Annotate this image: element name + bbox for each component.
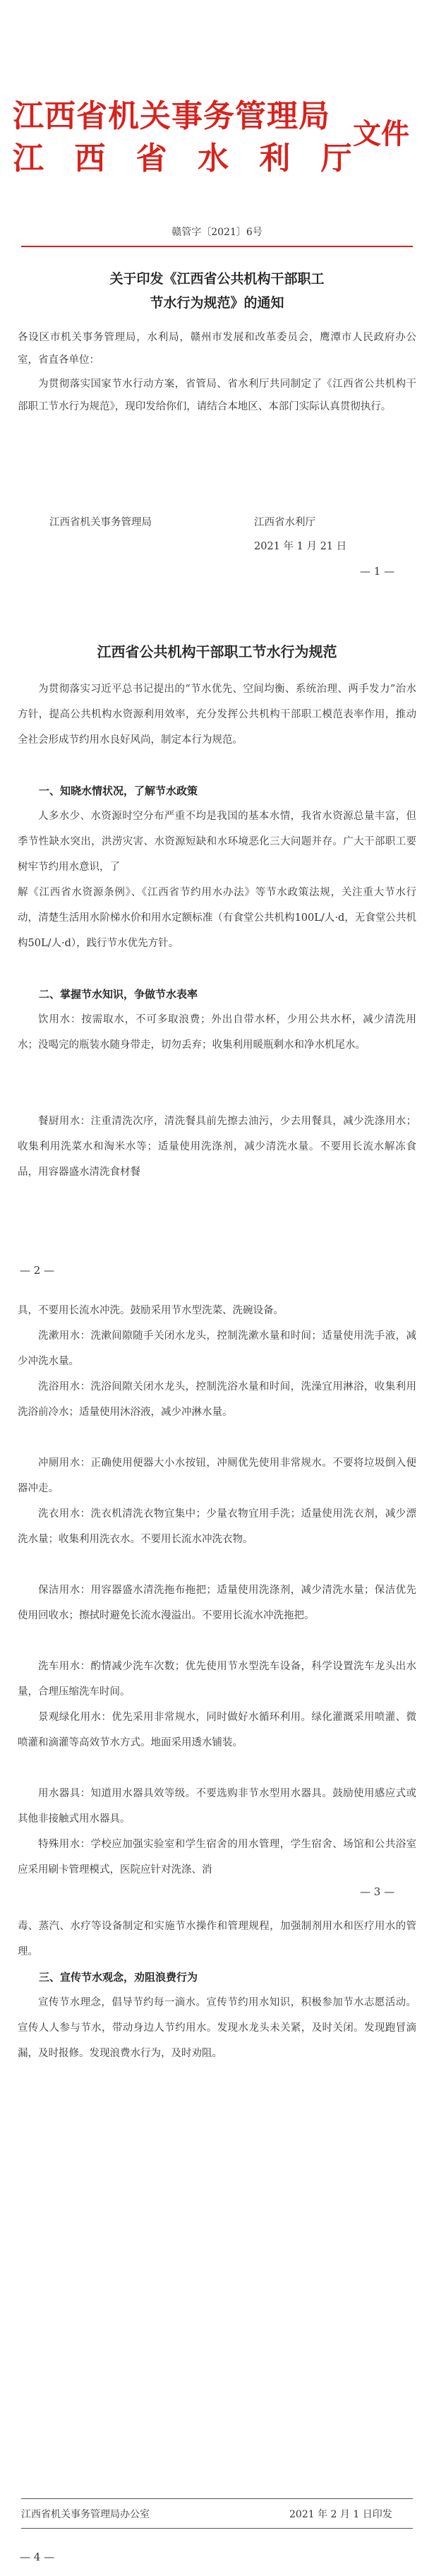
wash-water-para: 洗漱用水：洗漱间隙随手关闭水龙头，控制洗漱水量和时间；适量使用洗手液，减少冲洗水量。: [18, 1330, 416, 1367]
footer-divider-bottom: [21, 2528, 413, 2529]
sign-date: 2021 年 1 月 21 日: [254, 541, 347, 552]
header-org-line1: 江西省机关事务管理局: [13, 98, 330, 134]
page-number-2: — 2 —: [20, 1264, 55, 1277]
page-number-4: — 4 —: [20, 2551, 55, 2563]
notice-addressee: 各设区市机关事务管理局，水利局，赣州市发展和改革委员会，鹰潭市人民政府办公室，省直各单位：: [18, 332, 416, 366]
special-water-para-a: 特殊用水：学校应加强实验室和学生宿舍的用水管理，学生宿舍、场馆和公共浴室应采用刷卡管理模式，医院应针对洗涤、消: [18, 1839, 416, 1876]
spec-intro: 为贯彻落实习近平总书记提出的“节水优先、空间均衡、系统治理、两手发力”治水方针，提高公共机构水资源利用效率，充分发挥公共机构干部职工模范表率作用，推动全社会形成节约用水良好风尚，制定本行为规范。: [18, 684, 416, 746]
carwash-water-para: 洗车用水：酌情减少洗车次数；优先使用节水型洗车设备，科学设置洗车龙头出水量，合理压缩洗车时间。: [18, 1661, 416, 1698]
section2-heading: 二、掌握节水知识，争做节水表率: [39, 988, 198, 1001]
footer-divider-top: [21, 2498, 413, 2499]
kitchen-water-para-a: 餐厨用水：注重清洗次序，清洗餐具前先擦去油污，少去用餐具，减少洗涤用水；收集利用洗菜水和淘米水等；适量使用洗涤剂，减少清洗水量。不要用长流水解冻食品，用容器盛水清洗食材餐: [18, 1116, 416, 1178]
doc-number: 赣管字〔2021〕6号: [171, 227, 263, 238]
section1-heading: 一、知晓水情状况，了解节水政策: [39, 785, 198, 797]
cleaning-water-para: 保洁用水：用容器盛水清洗拖布拖把；适量使用洗涤剂，减少清洗水量；保洁优先使用回收水；擦拭时避免长流水漫溢出。不要用长流水冲洗拖把。: [18, 1585, 416, 1621]
special-water-para-b: 毒、蒸汽、水疗等设备制定和实施节水操作和管理规程，加强制剂用水和医疗用水的管理。: [18, 1921, 416, 1957]
drink-water-para: 饮用水：按需取水，不可多取浪费；外出自带水杯，少用公共水杯，减少清洗用水；没喝完的瓶装水随身带走，切勿丢弃；收集利用暖瓶剩水和净水机尾水。: [18, 1014, 416, 1051]
section1-para-b: 解《江西省水资源条例》、《江西省节约用水办法》等节水政策法规，关注重大节水行动，清楚生活用水阶梯水价和用水定额标准（有食堂公共机构100L/人·d，无食堂公共机构50L/人·d），践行节水优先方针。: [18, 887, 416, 949]
page-number-3: — 3 —: [360, 1885, 395, 1898]
footer-print-date: 2021 年 2 月 1 日印发: [289, 2509, 392, 2520]
sign-org2: 江西省水利厅: [254, 517, 315, 528]
red-divider: [21, 246, 413, 247]
laundry-water-para: 洗衣用水：洗衣机清洗衣物宜集中；少量衣物宜用手洗；适量使用洗衣剂，减少漂洗水量；收集利用洗衣水。不要用长流水冲洗衣物。: [18, 1508, 416, 1545]
toilet-water-para: 冲厕用水：正确使用便器大小水按钮，冲厕优先使用非常规水。不要将垃圾倒入便器冲走。: [18, 1457, 416, 1494]
section1-para-a: 人多水少、水资源时空分布严重不均是我国的基本水情，我省水资源总量丰富，但季节性缺水突出，洪涝灾害、水资源短缺和水环境恶化三大问题并存。广大干部职工要树牢节约用水意识，了: [18, 811, 416, 873]
notice-body: 为贯彻落实国家节水行动方案，省管局、省水利厅共同制定了《江西省公共机构干部职工节水行为规范》，现印发给你们，请结合本地区、本部门实际认真贯彻执行。: [18, 378, 416, 412]
header-org-line2: 江 西 省 水 利 厅: [13, 141, 362, 177]
shower-water-para: 洗浴用水：洗浴间隙关闭水龙头，控制洗浴水量和时间，洗澡宜用淋浴，收集利用洗浴前冷水；适量使用沐浴液，减少冲淋水量。: [18, 1381, 416, 1418]
header-suffix: 文件: [353, 118, 409, 150]
sign-org1: 江西省机关事务管理局: [49, 517, 152, 528]
spec-title: 江西省公共机构干部职工节水行为规范: [97, 643, 337, 660]
kitchen-water-para-b: 具，不要用长流水冲洗。鼓励采用节水型洗菜、洗碗设备。: [18, 1305, 284, 1316]
equipment-para: 用水器具：知道用水器具效等级。不要选购非节水型用水器具。鼓励使用感应式或其他非接触式用水器具。: [18, 1788, 416, 1825]
page-number-1: — 1 —: [360, 565, 395, 578]
landscape-water-para: 景观绿化用水：优先采用非常规水，同时做好水循环利用。绿化灌溉采用喷灌、微喷灌和滴灌等高效节水方式。地面采用透水铺装。: [18, 1712, 416, 1748]
footer-office: 江西省机关事务管理局办公室: [21, 2509, 150, 2520]
section3-heading: 三、宣传节水观念，劝阻浪费行为: [39, 1971, 198, 1984]
section3-para: 宣传节水理念，倡导节约每一滴水。宣传节约用水知识，积极参加节水志愿活动。宣传人人参与节水，带动身边人节约用水。发现水龙头未关紧，及时关闭。发现跑冒滴漏，及时报修。发现浪费水行为，及时劝阻。: [18, 1997, 416, 2059]
notice-title-line2: 节水行为规范》的通知: [150, 295, 284, 311]
notice-title-line1: 关于印发《江西省公共机构干部职工: [109, 271, 325, 287]
